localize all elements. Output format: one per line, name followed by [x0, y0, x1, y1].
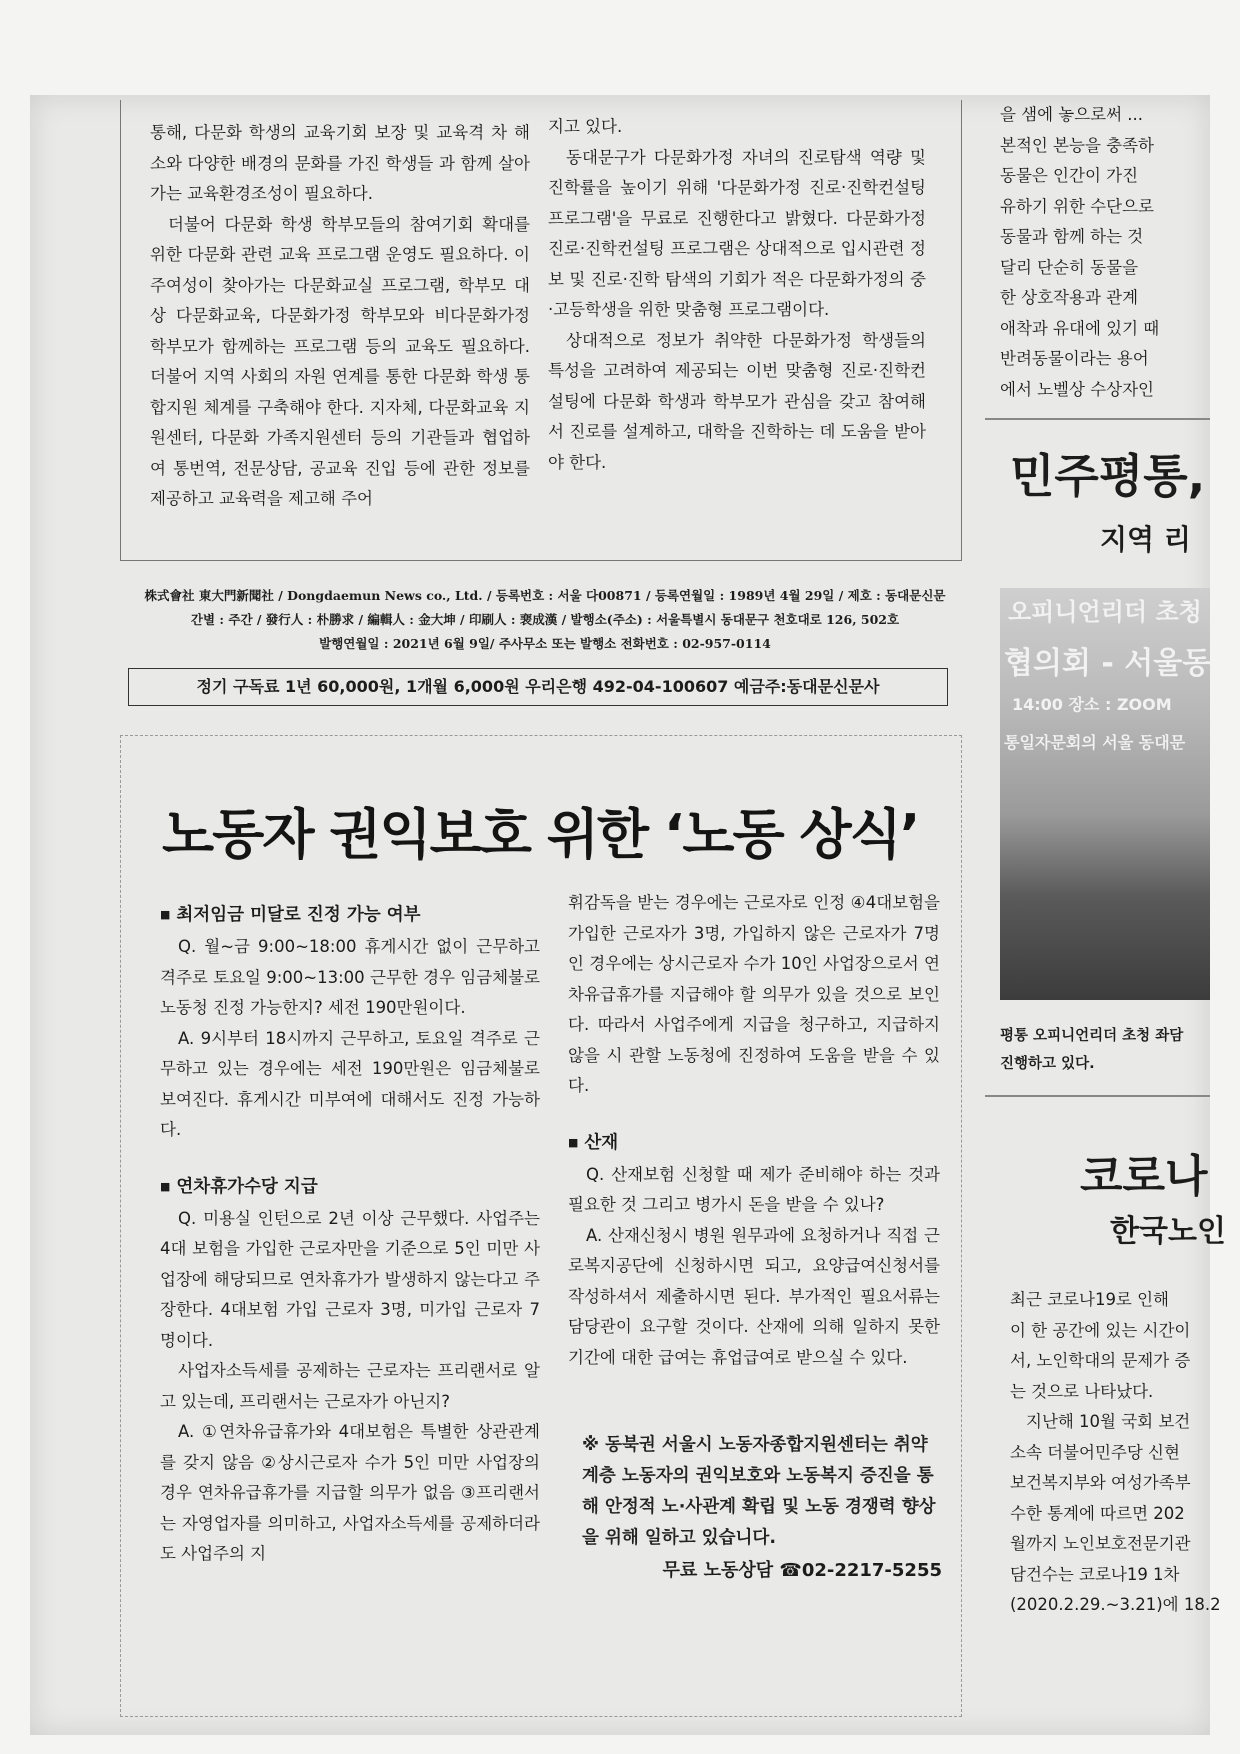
photo-banner-line4: 통일자문회의 서울 동대문: [1004, 733, 1186, 752]
masthead-line3: 발행연월일 : 2021년 6월 9일/ 주사무소 또는 발행소 전화번호 : 02-957-0114: [319, 636, 771, 651]
text-line: 본적인 본능을 충족하: [1000, 135, 1154, 155]
top-left-column: [150, 118, 530, 515]
paragraph: 휘감독을 받는 경우에는 근로자로 인정 ④4대보험을 가입한 근로자가 3명, 가입하지 않은 근로자가 7명인 경우에는 상시근로자 수가 10인 사업장으로서 연차유급휴가를 지급해야 할 의무가 있을 것으로 보인다. 따라서 사업주에게 지급을 청구하고, 지급하지 않을 시 관할 노동청에 진정하여 도움을 받을 수 있다.: [568, 893, 940, 1095]
article-headline: 노동자 권익보호 위한 ‘노동 상식’: [162, 803, 919, 866]
paragraph: 통해, 다문화 학생의 교육기회 보장 및 교육격 차 해소와 다양한 배경의 문화를 가진 학생들 과 함께 살아가는 교육환경조성이 필요하다.: [150, 123, 530, 203]
bullet-square-icon: ■: [160, 908, 171, 921]
text-line: (2020.2.29.~3.21)에 18.2: [1010, 1595, 1221, 1614]
text-line: 최근 코로나19로 인해: [1010, 1290, 1169, 1309]
text-line: 애착과 유대에 있기 때: [1000, 318, 1160, 338]
subheading: [568, 1128, 940, 1158]
paragraph: A. 9시부터 18시까지 근무하고, 토요일 격주로 근무하고 있는 경우에는 세전 190만원은 임금체불로 보여진다. 휴게시간 미부여에 대해서도 진정 가능하다.: [160, 1028, 540, 1139]
photo-caption: [1000, 1022, 1210, 1078]
subheading-text: 산재: [584, 1132, 619, 1153]
text-line: 동물은 인간이 가진: [1000, 166, 1139, 185]
notice-text: ※ 동북권 서울시 노동자종합지원센터는 취약계층 노동자의 권익보호와 노동복지 증진을 통해 안정적 노·사관계 확립 및 노동 경쟁력 향상을 위해 일하고 있습니다.: [582, 1435, 936, 1548]
text-line: 수한 통계에 따르면 202: [1010, 1503, 1185, 1523]
divider: [985, 418, 1210, 420]
right-headline-title: 민주평통,: [1010, 449, 1206, 503]
subheading: [160, 1172, 540, 1202]
photo: [1000, 588, 1210, 1000]
photo-caption-line1: 평통 오피니언리더 초청 좌담: [1000, 1028, 1184, 1044]
right-headline-subtitle: 지역 리: [1100, 523, 1191, 556]
spacer: [160, 1146, 540, 1172]
article-right-column: [568, 888, 940, 1373]
photo-banner-line3: 14:00 장소 : ZOOM: [1012, 695, 1172, 714]
text-line: 담건수는 코로나19 1차: [1010, 1564, 1180, 1584]
paragraph: 사업자소득세를 공제하는 근로자는 프리랜서로 알고 있는데, 프리랜서는 근로자가 아닌지?: [160, 1361, 540, 1411]
paragraph: Q. 미용실 인턴으로 2년 이상 근무했다. 사업주는 4대 보험을 가입한 근로자만을 기준으로 5인 미만 사업장에 해당되므로 연차휴가가 발생하지 않는다고 주장한다. 4대보험 가입 근로자 3명, 미가입 근로자 7명이다.: [160, 1208, 540, 1350]
text-line: 는 것으로 나타났다.: [1010, 1381, 1154, 1401]
paragraph: 더불어 다문화 학생 학부모들의 참여기회 확대를 위한 다문화 관련 교육 프로그램 운영도 필요하다. 이주여성이 찾아가는 다문화교실 프로그램, 학부모 대상 다문화교육, 다문화가정 학부모와 비다문화가정 학부모가 함께하는 프로그램 등의 교육도 필요하다. 더불어 지역 사회의 자원 연계를 통한 다문화 학생 통합지원 체계를 구축해야 한다. 지자체, 다문화교육 지원센터, 다문화 가족지원센터 등의 기관들과 협업하여 통번역, 전문상담, 공교육 진입 등에 관한 정보를 제공하고 교육력을 제고해 주어: [150, 214, 530, 508]
paragraph: A. ①연차유급휴가와 4대보험은 특별한 상관관계를 갖지 않음 ②상시근로자 수가 5인 미만 사업장의 경우 연차유급휴가를 지급할 의무가 없음 ③프리랜서는 자영업자를 의미하고, 사업자소득세를 공제하더라도 사업주의 지: [160, 1422, 540, 1563]
paragraph: A. 산재신청시 병원 원무과에 요청하거나 직접 근로복지공단에 신청하시면 되고, 요양급여신청서를 작성하셔서 제출하시면 된다. 부가적인 필요서류는 담당관이 요구할 것이다. 산재에 의해 일하지 못한 기간에 대한 급여는 휴업급여로 받으실 수 있다.: [568, 1225, 940, 1367]
paragraph: Q. 산재보험 신청할 때 제가 준비해야 하는 것과 필요한 것 그리고 병가시 돈을 받을 수 있나?: [568, 1164, 940, 1214]
masthead: [130, 584, 960, 656]
masthead-line1: 株式會社 東大門新聞社 / Dongdaemun News co., Ltd. / 등록번호 : 서울 다00871 / 등록연월일 : 1989년 4월 29일 / 제호 : 동대문신문: [144, 588, 946, 603]
photo-caption-line2: 진행하고 있다.: [1000, 1056, 1095, 1072]
corona-subtitle: 한국노인: [1110, 1214, 1226, 1249]
bullet-square-icon: ■: [160, 1179, 171, 1193]
text-line: 지난해 10월 국회 보건: [1026, 1412, 1191, 1431]
text-line: 월까지 노인보호전문기관: [1010, 1534, 1191, 1553]
text-line: 소속 더불어민주당 신현: [1010, 1442, 1180, 1462]
photo-banner-line2: 협의회 - 서울동: [1004, 646, 1212, 681]
text-line: 에서 노벨상 수상자인: [1000, 379, 1154, 399]
subheading: [160, 900, 540, 930]
masthead-line2: 간별 : 주간 / 發行人 : 朴勝求 / 編輯人 : 金大坤 / 印刷人 : 裵成漢 / 발행소(주소) : 서울특별시 동대문구 천호대로 126, 502호: [190, 612, 900, 627]
corona-title: 코로나: [1080, 1151, 1208, 1202]
bullet-square-icon: ■: [568, 1135, 579, 1149]
top-mid-column: [548, 112, 926, 478]
top-right-column: [1000, 100, 1210, 405]
paragraph: Q. 월~금 9:00~18:00 휴게시간 없이 근무하고 격주로 토요일 9:00~13:00 근무한 경우 임금체불로 노동청 진정 가능한지? 세전 190만원이다.: [160, 937, 540, 1017]
text-line: 달리 단순히 동물을: [1000, 257, 1139, 277]
text-line: 유하기 위한 수단으로: [1000, 196, 1154, 216]
spacer: [568, 1102, 940, 1128]
paragraph: 지고 있다.: [548, 117, 623, 136]
subscription-info: 정기 구독료 1년 60,000원, 1개월 6,000원 우리은행 492-04-100607 예금주:동대문신문사: [128, 668, 948, 706]
text-line: 반려동물이라는 용어: [1000, 349, 1149, 368]
photo-banner-line1: 오피니언리더 초청: [1008, 598, 1202, 626]
hotline: 무료 노동상담 ☎02-2217-5255: [662, 1560, 942, 1581]
article-left-column: [160, 900, 540, 1570]
text-line: 보건복지부와 여성가족부: [1010, 1473, 1191, 1492]
corona-body: [1010, 1285, 1221, 1621]
text-line: 동물과 함께 하는 것: [1000, 227, 1144, 246]
divider: [985, 1095, 1210, 1097]
paragraph: 상대적으로 정보가 취약한 다문화가정 학생들의 특성을 고려하여 제공되는 이번 맞춤형 진로·진학컨설팅에 다문화 학생과 학부모가 관심을 갖고 참여해서 진로를 설계하고, 대학을 진학하는 데 도움을 받아야 한다.: [548, 330, 926, 472]
subheading-text: 최저임금 미달로 진정 가능 여부: [176, 905, 421, 925]
text-line: 을 샘에 놓으로써 ...: [1000, 105, 1144, 124]
text-line: 서, 노인학대의 문제가 증: [1010, 1351, 1191, 1370]
text-line: 이 한 공간에 있는 시간이: [1010, 1320, 1191, 1340]
text-line: 한 상호작용과 관계: [1000, 288, 1139, 307]
paragraph: 동대문구가 다문화가정 자녀의 진로탐색 역량 및 진학률을 높이기 위해 '다문화가정 진로·진학컨설팅 프로그램'을 무료로 진행한다고 밝혔다. 다문화가정 진로·진학컨설팅 프로그램은 상대적으로 입시관련 정보 및 진로·진학 탐색의 기회가 적은 다문화가정의 중·고등학생을 위한 맞춤형 프로그램이다.: [548, 147, 926, 319]
subheading-text: 연차휴가수당 지급: [176, 1176, 318, 1197]
article-notice: [582, 1430, 942, 1582]
